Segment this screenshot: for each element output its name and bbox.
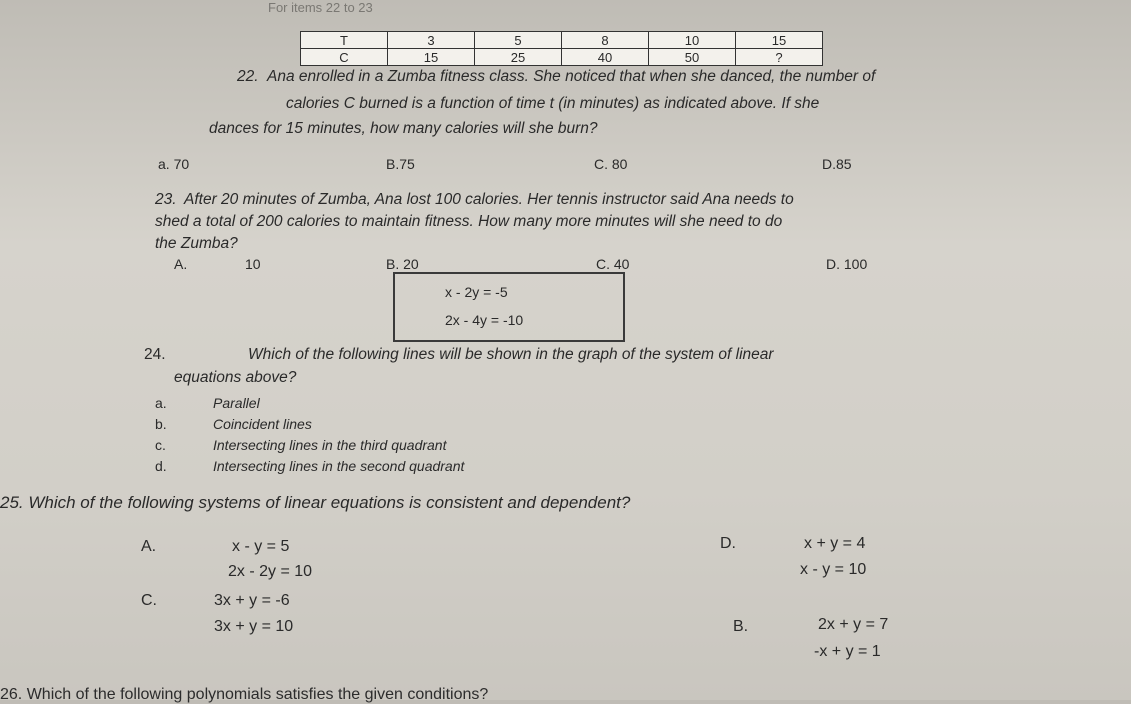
table-cell: T — [301, 32, 388, 49]
q23-option-b[interactable]: B. 20 — [386, 256, 419, 272]
q22-option-d[interactable]: D.85 — [822, 156, 852, 172]
q24-option-a-text: Parallel — [213, 395, 260, 411]
q25-question: 25. Which of the following systems of linear equations is consistent and dependent? — [0, 493, 631, 512]
table-cell: ? — [736, 49, 823, 66]
q23-line-1: After 20 minutes of Zumba, Ana lost 100 calories. Her tennis instructor said Ana needs to — [184, 191, 794, 208]
table-cell: 15 — [388, 49, 475, 66]
table-cell: 5 — [475, 32, 562, 49]
q22-option-c[interactable]: C. 80 — [594, 156, 628, 172]
table-row — [301, 32, 823, 49]
q24-option-a-letter[interactable]: a. — [155, 395, 167, 411]
q24-line-1: Which of the following lines will be shown in the graph of the system of linear — [248, 346, 774, 363]
q22-option-b[interactable]: B.75 — [386, 156, 415, 172]
q24-option-c-letter[interactable]: c. — [155, 437, 166, 453]
system-equation-1: x - 2y = -5 — [445, 284, 508, 300]
q25-option-a-eq2: 2x - 2y = 10 — [228, 563, 313, 580]
time-calories-table — [300, 31, 823, 66]
q24-number: 24. — [144, 346, 166, 363]
q25-option-d-letter[interactable]: D. — [720, 535, 736, 552]
q23-option-c[interactable]: C. 40 — [596, 256, 630, 272]
q25-option-b-eq2: -x + y = 1 — [814, 643, 881, 660]
q26-partial-question: 26. Which of the following polynomials satisfies the given conditions? — [0, 686, 489, 703]
table-cell: 40 — [562, 49, 649, 66]
q25-option-d-eq2: x - y = 10 — [800, 561, 867, 578]
q25-option-a-letter[interactable]: A. — [141, 538, 157, 555]
q22-line-2: calories C burned is a function of time t (in minutes) as indicated above. If she — [286, 95, 820, 112]
items-header: For items 22 to 23 — [268, 0, 373, 15]
table-cell: C — [301, 49, 388, 66]
equation-system-box — [393, 272, 625, 342]
table-cell: 15 — [736, 32, 823, 49]
q22-line-3: dances for 15 minutes, how many calories will she burn? — [209, 120, 598, 137]
q24-option-b-text: Coincident lines — [213, 416, 312, 432]
q25-option-d-eq1: x + y = 4 — [804, 535, 866, 552]
q24-option-d-text: Intersecting lines in the second quadrant — [213, 458, 465, 474]
q22-option-a[interactable]: a. 70 — [158, 156, 190, 172]
q24-line-2: equations above? — [174, 369, 297, 386]
q25-option-b-letter[interactable]: B. — [733, 618, 749, 635]
q22-number: 22. — [237, 68, 259, 85]
q24-option-d-letter[interactable]: d. — [155, 458, 167, 474]
table-row — [301, 49, 823, 66]
table-cell: 10 — [649, 32, 736, 49]
q25-option-c-eq1: 3x + y = -6 — [214, 592, 290, 609]
q22-line-1: Ana enrolled in a Zumba fitness class. She noticed that when she danced, the number of — [267, 68, 876, 85]
q23-option-a-value: 10 — [245, 256, 261, 272]
table-cell: 3 — [388, 32, 475, 49]
table-cell: 25 — [475, 49, 562, 66]
q25-option-a-eq1: x - y = 5 — [232, 538, 290, 555]
table-cell: 50 — [649, 49, 736, 66]
q23-line-2: shed a total of 200 calories to maintain fitness. How many more minutes will she need to do — [155, 213, 783, 230]
q23-number: 23. — [155, 191, 177, 208]
table-cell: 8 — [562, 32, 649, 49]
system-equation-2: 2x - 4y = -10 — [445, 312, 524, 328]
q25-option-c-eq2: 3x + y = 10 — [214, 618, 294, 635]
q25-option-c-letter[interactable]: C. — [141, 592, 157, 609]
q23-line-3: the Zumba? — [155, 235, 238, 252]
q23-option-a-letter[interactable]: A. — [174, 256, 188, 272]
q24-option-c-text: Intersecting lines in the third quadrant — [213, 437, 447, 453]
q23-option-d[interactable]: D. 100 — [826, 256, 868, 272]
q24-option-b-letter[interactable]: b. — [155, 416, 167, 432]
q25-option-b-eq1: 2x + y = 7 — [818, 616, 889, 633]
